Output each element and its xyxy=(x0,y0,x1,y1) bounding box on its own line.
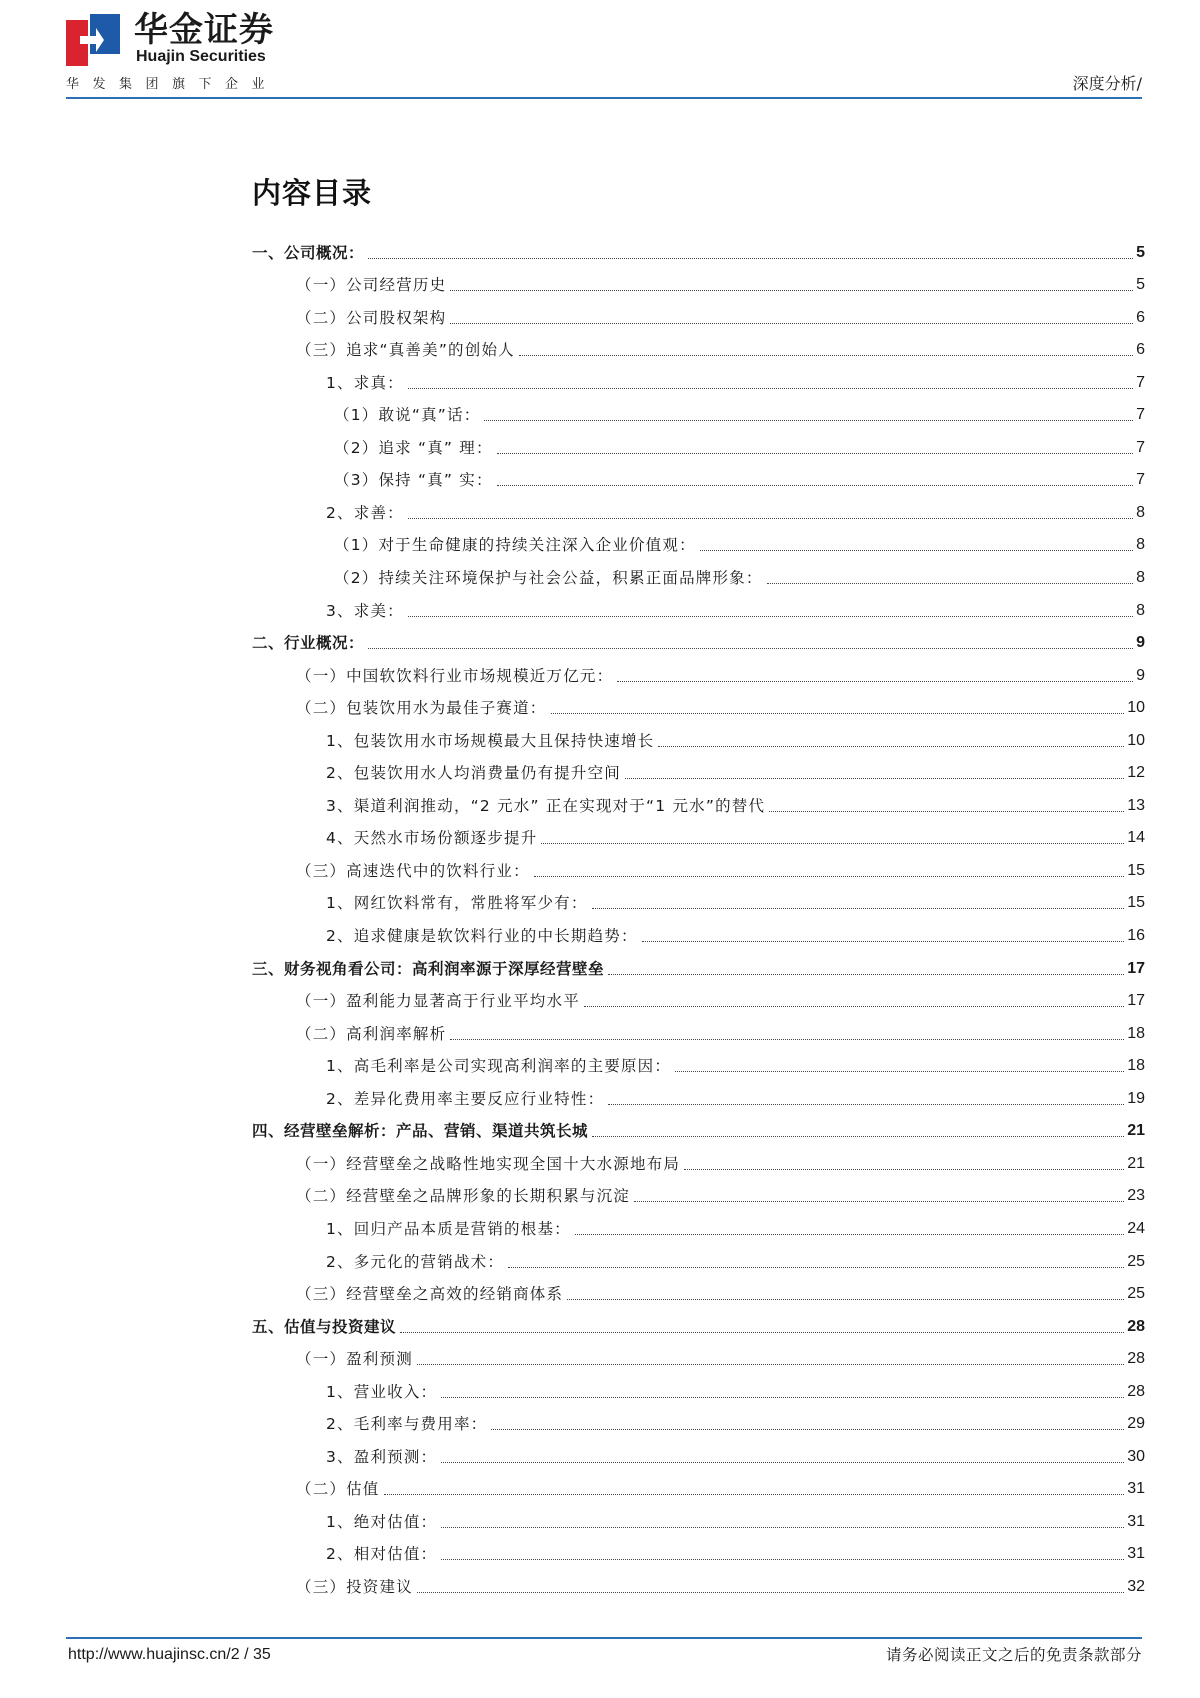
toc-dot-leader xyxy=(534,876,1124,877)
toc-entry-page: 15 xyxy=(1127,861,1145,879)
footer-divider xyxy=(66,1637,1142,1639)
toc-entry[interactable] xyxy=(252,1467,1145,1500)
toc-entry[interactable] xyxy=(252,588,1145,621)
footer-disclaimer: 请务必阅读正文之后的免责条款部分 xyxy=(885,1646,1142,1664)
toc-entry-page: 7 xyxy=(1136,406,1145,424)
toc-entry[interactable] xyxy=(252,1011,1145,1044)
toc-dot-leader xyxy=(408,388,1133,389)
toc-entry-label: （三）高速迭代中的饮料行业： xyxy=(296,861,530,880)
toc-dot-leader xyxy=(551,713,1125,714)
toc-entry-page: 17 xyxy=(1127,992,1145,1010)
toc-entry-page: 14 xyxy=(1127,829,1145,847)
toc-entry-label: （二）经营壁垒之品牌形象的长期积累与沉淀 xyxy=(296,1187,631,1206)
toc-entry-page: 25 xyxy=(1127,1252,1145,1270)
toc-entry-page: 12 xyxy=(1127,764,1145,782)
toc-entry[interactable] xyxy=(252,718,1145,751)
brand-group-line: 华发集团旗下企业 xyxy=(66,77,279,92)
toc-entry[interactable] xyxy=(252,1206,1145,1239)
toc-entry-page: 30 xyxy=(1127,1447,1145,1465)
toc-entry-label: 1、绝对估值： xyxy=(326,1512,438,1531)
toc-entry[interactable] xyxy=(252,360,1145,393)
toc-dot-leader xyxy=(508,1267,1124,1268)
toc-dot-leader xyxy=(617,681,1133,682)
toc-dot-leader xyxy=(575,1234,1124,1235)
toc-entry-page: 18 xyxy=(1127,1057,1145,1075)
toc-dot-leader xyxy=(769,811,1124,812)
toc-entry-page: 21 xyxy=(1127,1122,1145,1140)
toc-dot-leader xyxy=(592,1136,1124,1137)
toc-dot-leader xyxy=(491,1429,1124,1430)
toc-entry-page: 7 xyxy=(1136,438,1145,456)
toc-entry[interactable] xyxy=(252,783,1145,816)
toc-dot-leader xyxy=(608,974,1124,975)
toc-dot-leader xyxy=(368,258,1133,259)
toc-entry-label: 1、营业收入： xyxy=(326,1382,438,1401)
toc-dot-leader xyxy=(408,518,1133,519)
toc-entry-label: （一）公司经营历史 xyxy=(296,276,447,295)
toc-entry[interactable] xyxy=(252,913,1145,946)
toc-dot-leader xyxy=(519,355,1133,356)
brand-name-cn: 华金证券 xyxy=(134,10,274,50)
toc-entry-label: 2、毛利率与费用率： xyxy=(326,1415,488,1434)
toc-entry-label: 2、差异化费用率主要反应行业特性： xyxy=(326,1089,605,1108)
toc-entry-page: 5 xyxy=(1136,276,1145,294)
toc-entry-page: 31 xyxy=(1127,1545,1145,1563)
toc-entry-label: （1）对于生命健康的持续关注深入企业价值观： xyxy=(334,536,696,555)
toc-dot-leader xyxy=(767,583,1134,584)
toc-entry-page: 8 xyxy=(1136,503,1145,521)
toc-dot-leader xyxy=(417,1592,1124,1593)
toc-entry-label: （三）投资建议 xyxy=(296,1577,413,1596)
toc-entry[interactable] xyxy=(252,555,1145,588)
toc-entry-page: 10 xyxy=(1127,699,1145,717)
huajin-logo xyxy=(66,14,120,66)
toc-entry[interactable] xyxy=(252,1044,1145,1077)
toc-entry-page: 28 xyxy=(1127,1317,1145,1335)
toc-entry[interactable] xyxy=(252,1076,1145,1109)
toc-dot-leader xyxy=(368,648,1133,649)
toc-title: 内容目录 xyxy=(252,176,373,210)
toc-entry-label: （2）持续关注环境保护与社会公益，积累正面品牌形象： xyxy=(334,569,763,588)
toc-entry[interactable] xyxy=(252,1564,1145,1597)
toc-entry[interactable] xyxy=(252,881,1145,914)
toc-entry-page: 21 xyxy=(1127,1154,1145,1172)
toc-entry-page: 16 xyxy=(1127,927,1145,945)
toc-entry[interactable] xyxy=(252,653,1145,686)
toc-entry-label: 1、包装饮用水市场规模最大且保持快速增长 xyxy=(326,731,655,750)
brand-name-en: Huajin Securities xyxy=(136,48,266,65)
toc-entry[interactable] xyxy=(252,458,1145,491)
toc-dot-leader xyxy=(675,1071,1124,1072)
toc-entry-label: （一）盈利能力显著高于行业平均水平 xyxy=(296,992,580,1011)
toc-entry-label: 五、估值与投资建议 xyxy=(252,1317,397,1336)
toc-entry-page: 9 xyxy=(1136,634,1145,652)
toc-entry-page: 5 xyxy=(1136,243,1145,261)
toc-entry[interactable] xyxy=(252,946,1145,979)
toc-entry-page: 24 xyxy=(1127,1219,1145,1237)
toc-entry-page: 19 xyxy=(1127,1089,1145,1107)
toc-dot-leader xyxy=(384,1494,1125,1495)
toc-dot-leader xyxy=(450,290,1133,291)
toc-entry-page: 29 xyxy=(1127,1415,1145,1433)
toc-entry-label: 4、天然水市场份额逐步提升 xyxy=(326,829,538,848)
toc-entry[interactable] xyxy=(252,1369,1145,1402)
toc-entry-page: 32 xyxy=(1127,1577,1145,1595)
toc-entry-page: 23 xyxy=(1127,1187,1145,1205)
toc-entry[interactable] xyxy=(252,751,1145,784)
toc-entry-label: 3、求美： xyxy=(326,601,404,620)
toc-entry-label: 2、包装饮用水人均消费量仍有提升空间 xyxy=(326,764,621,783)
toc-dot-leader xyxy=(608,1104,1124,1105)
footer-url-page[interactable]: http://www.huajinsc.cn/2 / 35 xyxy=(68,1646,271,1663)
toc-entry[interactable] xyxy=(252,230,1145,263)
toc-entry[interactable] xyxy=(252,1239,1145,1272)
toc-dot-leader xyxy=(567,1299,1124,1300)
toc-entry[interactable] xyxy=(252,1304,1145,1337)
toc-dot-leader xyxy=(584,1006,1124,1007)
toc-dot-leader xyxy=(497,453,1133,454)
toc-entry-label: 3、渠道利润推动，“2 元水” 正在实现对于“1 元水”的替代 xyxy=(326,796,766,815)
toc-entry-page: 28 xyxy=(1127,1350,1145,1368)
toc-entry-label: 1、回归产品本质是营销的根基： xyxy=(326,1219,571,1238)
toc-dot-leader xyxy=(450,323,1133,324)
toc-entry-label: 1、高毛利率是公司实现高利润率的主要原因： xyxy=(326,1057,672,1076)
toc-entry-label: 3、盈利预测： xyxy=(326,1447,438,1466)
toc-entry-label: 二、行业概况： xyxy=(252,634,365,653)
toc-dot-leader xyxy=(541,843,1124,844)
toc-entry-label: （一）盈利预测 xyxy=(296,1350,413,1369)
toc-entry-page: 17 xyxy=(1127,959,1145,977)
table-of-contents xyxy=(252,230,1145,1597)
toc-dot-leader xyxy=(441,1397,1124,1398)
toc-entry-label: 1、求真： xyxy=(326,373,404,392)
toc-dot-leader xyxy=(400,1332,1124,1333)
toc-entry-page: 8 xyxy=(1136,569,1145,587)
toc-dot-leader xyxy=(450,1039,1124,1040)
header-divider xyxy=(66,97,1142,99)
toc-entry-label: 2、求善： xyxy=(326,503,404,522)
toc-entry-label: （一）中国软饮料行业市场规模近万亿元： xyxy=(296,666,614,685)
toc-entry[interactable] xyxy=(252,979,1145,1012)
toc-dot-leader xyxy=(684,1169,1124,1170)
toc-entry-label: （三）追求“真善美”的创始人 xyxy=(296,341,515,360)
toc-entry-page: 13 xyxy=(1127,796,1145,814)
toc-entry-page: 7 xyxy=(1136,373,1145,391)
toc-entry-page: 6 xyxy=(1136,308,1145,326)
toc-entry-page: 31 xyxy=(1127,1480,1145,1498)
toc-dot-leader xyxy=(497,485,1133,486)
toc-entry-label: 2、相对估值： xyxy=(326,1545,438,1564)
toc-entry-page: 8 xyxy=(1136,536,1145,554)
toc-dot-leader xyxy=(408,616,1133,617)
toc-entry-label: （二）公司股权架构 xyxy=(296,308,447,327)
toc-entry-label: 三、财务视角看公司：高利润率源于深厚经营壁垒 xyxy=(252,959,605,978)
toc-dot-leader xyxy=(441,1559,1124,1560)
toc-entry[interactable] xyxy=(252,1174,1145,1207)
toc-dot-leader xyxy=(592,908,1125,909)
toc-entry-label: （2）追求 “真” 理： xyxy=(334,438,493,457)
toc-entry[interactable] xyxy=(252,686,1145,719)
toc-entry[interactable] xyxy=(252,263,1145,296)
toc-entry[interactable] xyxy=(252,425,1145,458)
toc-dot-leader xyxy=(441,1462,1124,1463)
toc-entry-label: （一）经营壁垒之战略性地实现全国十大水源地布局 xyxy=(296,1154,681,1173)
toc-entry[interactable] xyxy=(252,1434,1145,1467)
toc-entry-label: 四、经营壁垒解析：产品、营销、渠道共筑长城 xyxy=(252,1122,589,1141)
toc-dot-leader xyxy=(658,746,1124,747)
toc-entry-page: 7 xyxy=(1136,471,1145,489)
toc-entry[interactable] xyxy=(252,393,1145,426)
toc-entry-label: 1、网红饮料常有，常胜将军少有： xyxy=(326,894,588,913)
toc-entry-page: 31 xyxy=(1127,1512,1145,1530)
toc-entry[interactable] xyxy=(252,295,1145,328)
toc-entry[interactable] xyxy=(252,1141,1145,1174)
toc-dot-leader xyxy=(417,1364,1124,1365)
toc-entry-page: 15 xyxy=(1127,894,1145,912)
document-type-label: 深度分析/ xyxy=(1072,74,1142,93)
toc-entry[interactable] xyxy=(252,1402,1145,1435)
toc-entry-page: 8 xyxy=(1136,601,1145,619)
toc-entry-label: （二）估值 xyxy=(296,1480,380,1499)
toc-dot-leader xyxy=(700,550,1133,551)
toc-entry[interactable] xyxy=(252,328,1145,361)
toc-entry-label: （二）高利润率解析 xyxy=(296,1024,447,1043)
toc-entry-page: 18 xyxy=(1127,1024,1145,1042)
toc-entry-label: 2、多元化的营销战术： xyxy=(326,1252,505,1271)
toc-dot-leader xyxy=(625,778,1124,779)
toc-entry-page: 9 xyxy=(1136,666,1145,684)
toc-entry-label: 一、公司概况： xyxy=(252,243,365,262)
toc-dot-leader xyxy=(441,1527,1124,1528)
toc-entry[interactable] xyxy=(252,848,1145,881)
toc-entry[interactable] xyxy=(252,490,1145,523)
toc-entry[interactable] xyxy=(252,621,1145,654)
toc-entry-page: 28 xyxy=(1127,1382,1145,1400)
toc-dot-leader xyxy=(642,941,1125,942)
toc-entry-label: （三）经营壁垒之高效的经销商体系 xyxy=(296,1285,564,1304)
toc-dot-leader xyxy=(484,420,1133,421)
toc-entry-page: 10 xyxy=(1127,731,1145,749)
toc-entry[interactable] xyxy=(252,523,1145,556)
toc-entry[interactable] xyxy=(252,1109,1145,1142)
toc-entry-label: 2、追求健康是软饮料行业的中长期趋势： xyxy=(326,927,638,946)
toc-entry-page: 25 xyxy=(1127,1285,1145,1303)
toc-entry-label: （1）敢说“真”话： xyxy=(334,406,481,425)
toc-entry-label: （3）保持 “真” 实： xyxy=(334,471,493,490)
toc-entry-label: （二）包装饮用水为最佳子赛道： xyxy=(296,699,547,718)
toc-entry[interactable] xyxy=(252,1532,1145,1565)
toc-entry[interactable] xyxy=(252,816,1145,849)
toc-entry[interactable] xyxy=(252,1499,1145,1532)
toc-entry[interactable] xyxy=(252,1337,1145,1370)
toc-entry[interactable] xyxy=(252,1272,1145,1305)
toc-dot-leader xyxy=(634,1201,1124,1202)
toc-entry-page: 6 xyxy=(1136,341,1145,359)
